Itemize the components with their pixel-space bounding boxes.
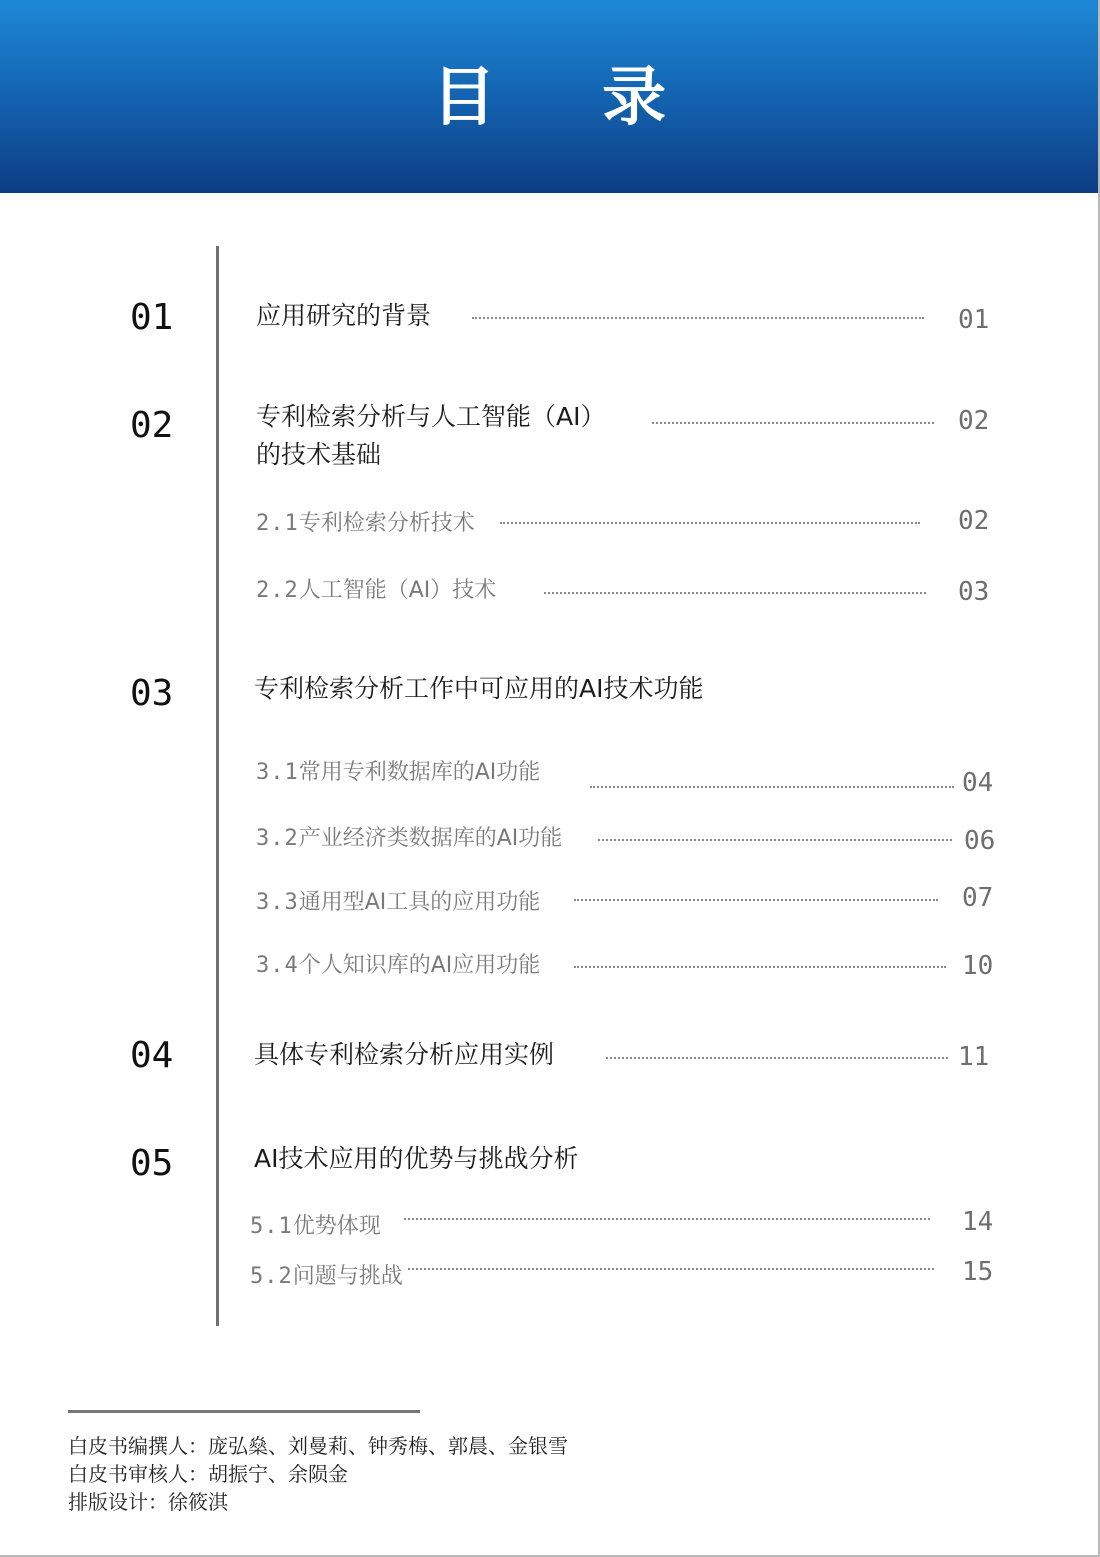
section-title-04[interactable]: 具体专利检索分析应用实例 bbox=[254, 1040, 555, 1069]
page-number: 01 bbox=[958, 305, 990, 335]
section-number-05: 05 bbox=[130, 1143, 174, 1184]
leader-dots bbox=[574, 966, 946, 968]
subsection-label: 人工智能（AI）技术 bbox=[298, 578, 497, 603]
page-number: 07 bbox=[962, 883, 994, 913]
section-title-02[interactable]: 专利检索分析与人工智能（AI） bbox=[256, 402, 606, 431]
page-number: 03 bbox=[958, 577, 990, 607]
leader-dots bbox=[404, 1218, 930, 1220]
subsection-3-3[interactable] bbox=[256, 887, 540, 919]
subsection-code: 3.1 bbox=[256, 760, 299, 785]
subsection-label: 产业经济类数据库的AI功能 bbox=[298, 826, 563, 851]
page-number: 14 bbox=[962, 1207, 994, 1237]
subsection-code: 3.4 bbox=[256, 953, 299, 978]
leader-dots bbox=[598, 839, 952, 841]
subsection-code: 2.2 bbox=[256, 578, 299, 603]
page-number: 02 bbox=[958, 406, 990, 436]
subsection-label: 常用专利数据库的AI功能 bbox=[298, 760, 541, 785]
section-number-02: 02 bbox=[130, 405, 174, 446]
footer-divider bbox=[68, 1410, 420, 1413]
subsection-2-2[interactable] bbox=[256, 575, 496, 607]
section-title-02-line2[interactable]: 的技术基础 bbox=[256, 440, 382, 469]
subsection-2-1[interactable] bbox=[256, 508, 475, 540]
subsection-3-4[interactable] bbox=[256, 950, 540, 982]
subsection-code: 3.2 bbox=[256, 826, 299, 851]
page-number: 10 bbox=[962, 951, 994, 981]
leader-dots bbox=[652, 422, 934, 424]
page-number: 11 bbox=[958, 1042, 990, 1072]
subsection-label: 优势体现 bbox=[292, 1214, 381, 1239]
page-number: 04 bbox=[962, 768, 994, 798]
section-number-04: 04 bbox=[130, 1035, 174, 1076]
subsection-3-2[interactable] bbox=[256, 823, 562, 855]
section-number-01: 01 bbox=[130, 297, 174, 338]
section-title-01[interactable]: 应用研究的背景 bbox=[256, 301, 432, 330]
section-title-03[interactable]: 专利检索分析工作中可应用的AI技术功能 bbox=[254, 674, 704, 703]
leader-dots bbox=[408, 1268, 934, 1270]
subsection-3-1[interactable] bbox=[256, 757, 540, 789]
header-banner bbox=[0, 0, 1098, 193]
leader-dots bbox=[472, 317, 924, 319]
subsection-label: 通用型AI工具的应用功能 bbox=[298, 890, 541, 915]
subsection-5-1[interactable] bbox=[250, 1211, 381, 1243]
credit-reviewers: 白皮书审核人：胡振宁、余陨金 bbox=[68, 1462, 348, 1486]
subsection-label: 专利检索分析技术 bbox=[298, 511, 475, 536]
section-number-03: 03 bbox=[130, 673, 174, 714]
leader-dots bbox=[544, 592, 926, 594]
subsection-code: 3.3 bbox=[256, 890, 299, 915]
subsection-5-2[interactable] bbox=[250, 1261, 403, 1293]
subsection-label: 问题与挑战 bbox=[292, 1264, 403, 1289]
leader-dots bbox=[590, 786, 954, 788]
toc-divider-line bbox=[216, 246, 219, 1326]
subsection-code: 5.2 bbox=[250, 1264, 293, 1289]
leader-dots bbox=[574, 899, 938, 901]
subsection-label: 个人知识库的AI应用功能 bbox=[298, 953, 541, 978]
page-title: 目 录 bbox=[431, 61, 709, 135]
subsection-code: 2.1 bbox=[256, 511, 299, 536]
leader-dots bbox=[606, 1057, 948, 1059]
page-number: 06 bbox=[964, 826, 996, 856]
credit-writers: 白皮书编撰人：庞弘燊、刘曼莉、钟秀梅、郭晨、金银雪 bbox=[68, 1434, 568, 1458]
leader-dots bbox=[500, 522, 920, 524]
subsection-code: 5.1 bbox=[250, 1214, 293, 1239]
page-number: 15 bbox=[962, 1257, 994, 1287]
credit-designer: 排版设计：徐筱淇 bbox=[68, 1490, 228, 1514]
section-title-05[interactable]: AI技术应用的优势与挑战分析 bbox=[254, 1144, 579, 1173]
page-number: 02 bbox=[958, 506, 990, 536]
